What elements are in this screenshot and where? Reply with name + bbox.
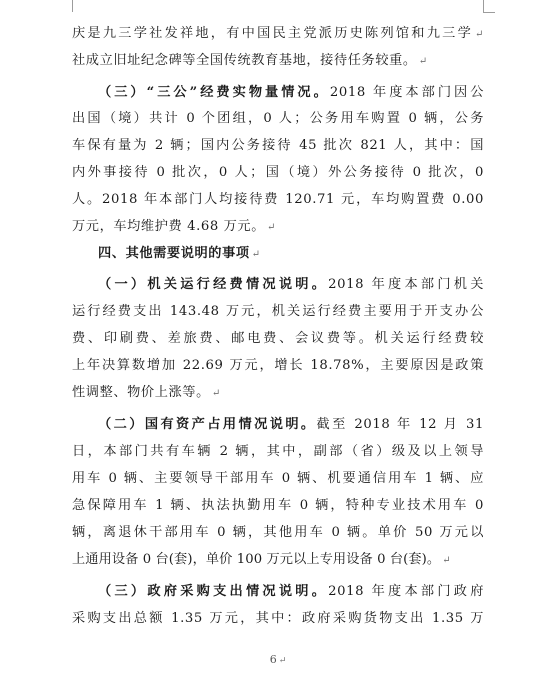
body-text-line (72, 609, 484, 629)
subheading-line (98, 275, 484, 295)
paragraph-mark: ↵ (418, 56, 428, 67)
body-text-line (72, 329, 484, 349)
paragraph-mark: ↵ (278, 656, 287, 666)
line-text: 性调整、物价上涨等。 (72, 385, 210, 400)
subheading-line (98, 415, 484, 435)
paragraph-mark: ↵ (211, 388, 221, 399)
paragraph-mark: ↵ (267, 222, 276, 233)
line-text: 上年决算数增加 22.69 万元，增长 18.78%，主要原因是政策 (72, 358, 484, 373)
margin-marker-right-horizontal (483, 12, 495, 13)
section-heading (98, 244, 484, 265)
line-text: 日，本部门共有车辆 2 辆，其中，副部（省）级及以上领导 (72, 444, 484, 459)
body-text-line (72, 356, 484, 376)
page-number-text: 6 (269, 653, 277, 666)
body-text-line (72, 51, 484, 72)
line-text-rest: 2018 年度本部门因公 (329, 85, 485, 100)
body-text-line (72, 136, 484, 156)
line-text: （二）国有资产占用情况说明。 (98, 417, 317, 432)
body-text-line (72, 496, 484, 516)
line-text: 人。2018 年本部门人均接待费 120.71 元，车均购置费 0.00 (72, 192, 484, 207)
line-text: 四、其他需要说明的事项 (98, 246, 250, 261)
paragraph-mark: ↵ (475, 29, 484, 40)
paragraph-mark: ↵ (251, 249, 261, 260)
subheading-line (98, 83, 484, 103)
body-text-line (72, 523, 484, 543)
body-text-line (72, 217, 484, 238)
line-text: 出国（境）共计 0 个团组，0 人；公务用车购置 0 辆，公务 (72, 111, 484, 126)
line-text-rest: 2018 年度本部门机关 (328, 277, 485, 292)
margin-marker-left (72, 0, 73, 12)
line-text: 采购支出总额 1.35 万元，其中：政府采购货物支出 1.35 万 (72, 611, 484, 626)
line-text: 用车 0 辆、主要领导干部用车 0 辆、机要通信用车 1 辆、应 (72, 471, 484, 486)
page-number (0, 653, 556, 666)
body-text-line (72, 469, 484, 489)
line-text: （三）“三公”经费实物量情况。 (98, 85, 330, 100)
margin-marker-right (483, 0, 484, 12)
body-text-line (72, 109, 484, 129)
line-text-rest: 截至 2018 年 12 月 31 (316, 417, 484, 432)
line-text: 万元，车均维护费 4.68 万元。 (72, 219, 266, 234)
body-text-line (72, 163, 484, 183)
line-text: 费、印刷费、差旅费、邮电费、会议费等。机关运行经费较 (72, 331, 484, 346)
body-text-line (72, 190, 484, 210)
line-text: 内外事接待 0 批次，0 人；国（境）外公务接待 0 批次，0 (72, 165, 484, 180)
line-text: 上通用设备 0 台(套)，单价 100 万元以上专用设备 0 台(套)。 (72, 552, 441, 567)
subheading-line (98, 582, 484, 602)
line-text: 急保障用车 1 辆、执法执勤用车 0 辆，特种专业技术用车 0 (72, 498, 484, 513)
line-text-rest: 2018 年度本部门政府 (328, 584, 485, 599)
body-text-line (72, 302, 484, 322)
paragraph-mark: ↵ (442, 555, 451, 566)
line-text: 车保有量为 2 辆；国内公务接待 45 批次 821 人，其中：国 (72, 138, 484, 153)
line-text: 辆，离退休干部用车 0 辆，其他用车 0 辆。单价 50 万元以 (72, 525, 484, 540)
line-text: 运行经费支出 143.48 万元，机关运行经费主要用于开支办公 (72, 304, 484, 319)
line-text: （一）机关运行经费情况说明。 (98, 277, 329, 292)
line-text: （三）政府采购支出情况说明。 (98, 584, 329, 599)
line-text: 社成立旧址纪念碑等全国传统教育基地，接待任务较重。 (72, 53, 417, 68)
line-text: 庆是九三学社发祥地，有中国民主党派历史陈列馆和九三学 (72, 26, 474, 41)
body-text-line (72, 383, 484, 404)
body-text-line (72, 550, 484, 571)
body-text-line (72, 24, 484, 45)
body-text-line (72, 442, 484, 462)
